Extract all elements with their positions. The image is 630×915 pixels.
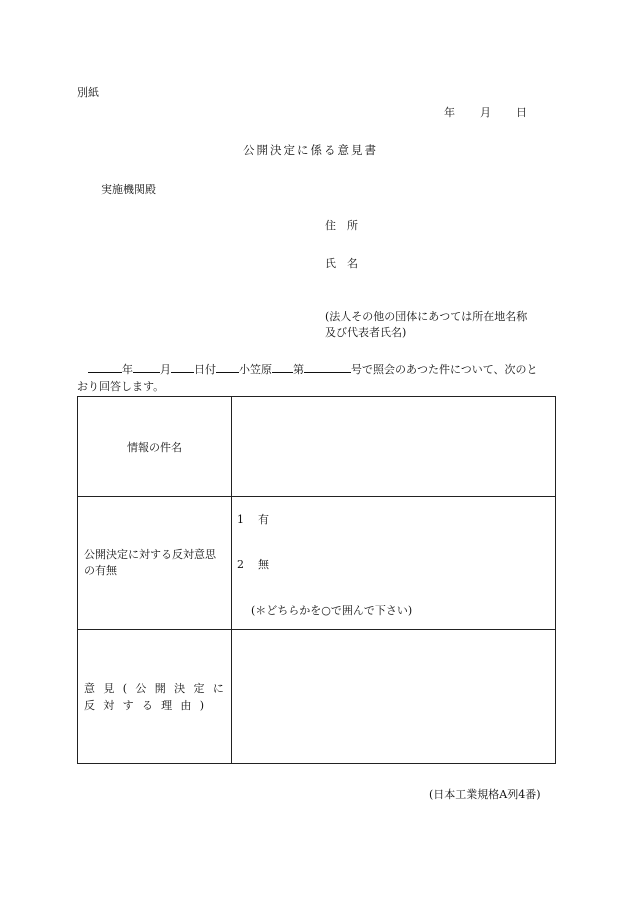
opinion-label-char: 公 (135, 681, 147, 695)
date-month: 月 (480, 106, 491, 119)
objection-label (78, 497, 232, 630)
opinion-label-line2 (84, 697, 204, 714)
option-no-text: 無 (258, 558, 269, 571)
option-yes[interactable] (237, 511, 269, 527)
body-year: 年 (122, 363, 133, 376)
opinion-label-char: る (141, 698, 153, 712)
address-label: 住 所 (325, 219, 358, 232)
body-line2: おり回答します。 (77, 380, 165, 393)
row-opinion (78, 630, 556, 764)
opinion-label-char: 見 (103, 681, 115, 695)
opinion-label-char: 決 (174, 681, 186, 695)
corp-note-line2: 及び代表者氏名) (325, 326, 407, 339)
opinion-label-char: ) (199, 698, 204, 712)
opinion-label-char: 対 (103, 698, 115, 712)
opinion-field[interactable] (232, 630, 556, 764)
blank-month (133, 362, 160, 373)
info-title-label: 情報の件名 (78, 397, 232, 497)
blank-dept (216, 362, 239, 373)
option-no-number: 2 (237, 558, 244, 571)
opinion-label-char: 定 (193, 681, 205, 695)
opinion-label-line1 (84, 680, 224, 697)
opinion-label (78, 630, 232, 764)
addressee: 実施機関殿 (101, 183, 156, 196)
opinion-label-char: 反 (84, 698, 95, 712)
body-office: 小笠原 (239, 363, 272, 376)
opinion-label-char: 理 (161, 698, 173, 712)
response-table (77, 396, 556, 764)
date-line (444, 104, 527, 120)
blank-year (88, 362, 122, 373)
body-line1 (88, 361, 538, 377)
blank-prefix (272, 362, 293, 373)
option-yes-text: 有 (258, 513, 269, 526)
info-title-field[interactable] (232, 397, 556, 497)
opinion-label-char: 開 (154, 681, 166, 695)
objection-options (232, 497, 556, 630)
option-no[interactable] (237, 556, 269, 572)
date-day: 日 (516, 106, 527, 119)
corp-note-line1: (法人その他の団体にあつては所在地名称 (325, 310, 528, 323)
body-number-prefix: 第 (293, 363, 304, 376)
body-month: 月 (160, 363, 171, 376)
document-title: 公開決定に係る意見書 (243, 143, 378, 157)
name-label: 氏 名 (325, 257, 358, 270)
paper-size-note: (日本工業規格A列4番) (429, 788, 541, 801)
objection-label-line1: 公開決定に対する反対意思 (84, 548, 216, 561)
row-objection (78, 497, 556, 630)
date-year: 年 (444, 106, 455, 119)
opinion-label-char: す (122, 698, 134, 712)
opinion-label-char: に (212, 681, 224, 695)
opinion-label-char: ( (122, 681, 128, 695)
blank-number (304, 362, 351, 373)
option-note: (＊どちらかを○で囲んで下さい) (251, 604, 413, 617)
opinion-label-char: 由 (180, 698, 192, 712)
row-info-title (78, 397, 556, 497)
body-day-suffix: 日付 (194, 363, 216, 376)
attachment-label: 別紙 (77, 86, 99, 99)
blank-day (171, 362, 194, 373)
objection-label-line2: の有無 (84, 564, 117, 577)
option-yes-number: 1 (237, 513, 244, 526)
body-continuation: 号で照会のあつた件について、次のと (351, 363, 538, 376)
opinion-label-char: 意 (84, 681, 95, 695)
